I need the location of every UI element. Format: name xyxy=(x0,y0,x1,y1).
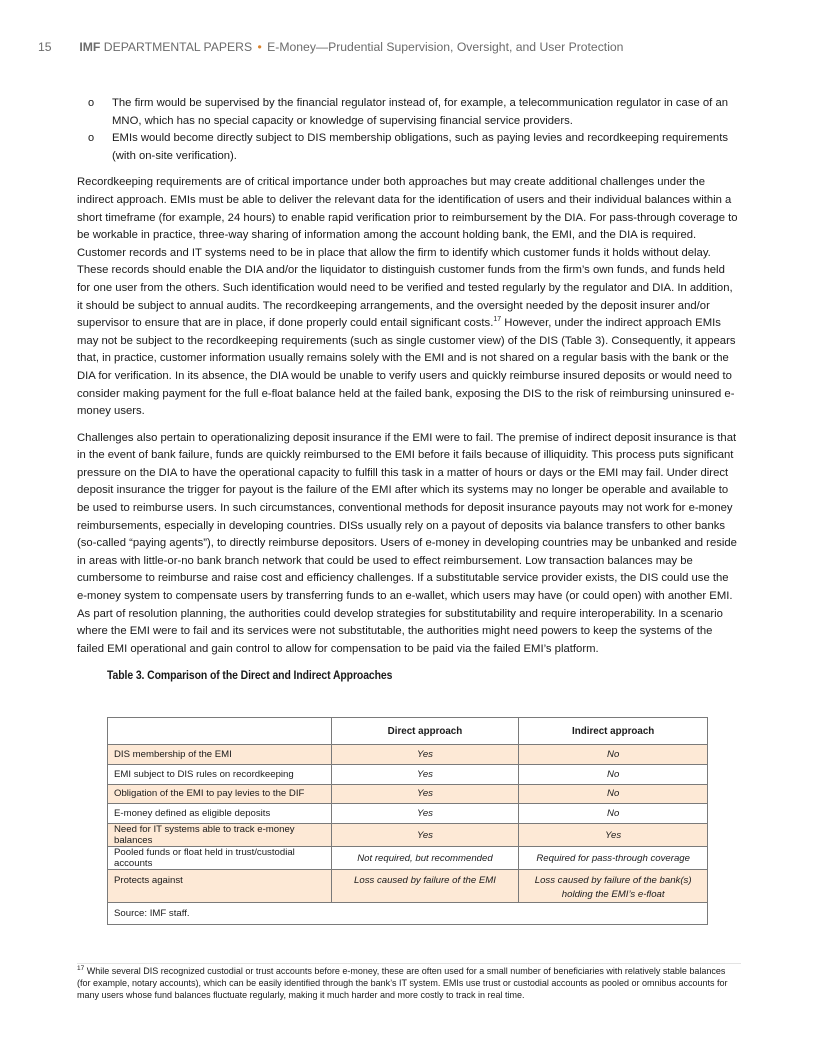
paragraph-operational-challenges: Challenges also pertain to operationalizing deposit insurance if the EMI were to fail. The premise of indirect deposit insurance is that in the event of bank failure, funds are quickly reimbursed to the EMI before it fails because of illiquidity. This process puts significant pressure on the DIA to have the operational capacity to fulfill this task in a matter of hours or days or the EMI may fail. Under direct deposit insurance the trigger for payout is the failure of the EMI after which its systems may no longer be operable and available to be used to reimburse users. In such circumstances, conventional methods for deposit insurance payouts may not work for e-money reimbursements, especially in developing countries. DISs usually rely on a payout of deposits via balance transfers to other banks (so-called “paying agents”), to directly reimburse depositors. Users of e-money in developing countries may be unbanked and reside in areas with little-or-no bank branch network that could be used to effect reimbursement. Low transaction balances may be cumbersome to reimburse and raise cost and efficiency challenges. If a substitutable service provider exists, the DIS could use the e-money system to compensate users by transferring funds to an e-wallet, which users may have (or could open) with another EMI. As part of resolution planning, the authorities could develop strategies for substitutability and require interoperability. In a scenario where the EMI were to fail and its services were not substitutable, the authorities might need powers to keep the systems of the failed EMI operational and gain control to allow for compensation to be paid via the failed EMI’s platform. xyxy=(77,431,737,655)
indirect-value: Loss caused by failure of the bank(s) holding the EMI’s e-float xyxy=(519,870,708,903)
footnote-text: While several DIS recognized custodial or trust accounts before e-money, these are often used for a small number of beneficiaries with relatively stable balances (for example, notary accounts), which can be easily identified through the bank’s IT system. EMIs use trust or custodial accounts as pooled or omnibus accounts for many users whose fund balances fluctuate regularly, making it much harder and more costly to track in real time. xyxy=(77,966,728,1001)
footnote-reference[interactable]: 17 xyxy=(493,316,502,324)
paragraph-text: However, under the indirect approach EMIs may not be subject to the recordkeeping requirements (such as single customer view) of the DIS (Table 3). Consequently, it appears that, in practice, customer information usually remains solely with the EMI and is not shared on a regular basis with the bank or the DIA for verification. In its absence, the DIA would be unable to verify users and quickly reimburse insured deposits or would need to consider making payment for the full e-float balance held at the failed bank, exposing the DIS to the risk of reimbursing uninsured e-money users. xyxy=(77,317,736,418)
direct-value: Loss caused by failure of the EMI xyxy=(331,870,519,903)
table-row xyxy=(108,745,708,765)
document-title: E-Money—Prudential Supervision, Oversight, and User Protection xyxy=(267,40,624,54)
bullet-list xyxy=(88,95,741,165)
header-cell-direct: Direct approach xyxy=(331,718,519,745)
table-header-row xyxy=(108,718,708,745)
header-separator: • xyxy=(257,40,262,54)
table-row xyxy=(108,824,708,847)
footnote-divider xyxy=(77,963,741,964)
footnote-number: 17 xyxy=(77,965,85,972)
paragraph-text: Recordkeeping requirements are of critical importance under both approaches but may create additional challenges under the indirect approach. EMIs must be able to deliver the relevant data for the identification of users and their individual balances within a short timeframe (for example, 24 hours) to enable rapid verification prior to reimbursement by the DIA. For pass-through coverage to be workable in practice, three-way sharing of information among the account holding bank, the EMI, and the DIA is required. Customer records and IT systems need to be in place that allow the firm to identify which customer funds it holds without delay. These records should enable the DIA and/or the liquidator to distinguish customer funds from the firm’s own funds, and funds held for one user from the others. Such identification would need to be verified and tested regularly by the regulator and DIA. In addition, it should be subject to annual audits. The recordkeeping arrangements, and the oversight needed by the deposit insurer and/or supervisor to ensure that are in place, if done properly could entail significant costs. xyxy=(77,176,738,330)
row-label: EMI subject to DIS rules on recordkeeping xyxy=(108,764,332,784)
row-label: Obligation of the EMI to pay levies to the DIF xyxy=(108,784,332,804)
bullet-marker: o xyxy=(88,97,95,109)
row-label: Protects against xyxy=(108,870,332,903)
table-source-row xyxy=(108,903,708,925)
direct-value: Not required, but recommended xyxy=(331,847,519,870)
direct-value: Yes xyxy=(331,745,519,765)
direct-value: Yes xyxy=(331,824,519,847)
series-name: DEPARTMENTAL PAPERS xyxy=(103,40,253,54)
indirect-value: No xyxy=(519,764,708,784)
indirect-value: Required for pass-through coverage xyxy=(519,847,708,870)
main-content xyxy=(77,95,741,682)
direct-value: Yes xyxy=(331,764,519,784)
direct-value: Yes xyxy=(331,784,519,804)
indirect-value: Yes xyxy=(519,824,708,847)
table-row xyxy=(108,784,708,804)
bullet-text: The firm would be supervised by the financial regulator instead of, for example, a telecommunication regulator in case of an MNO, which has no special capacity or knowledge of supervising financial service providers. xyxy=(112,97,729,127)
list-item xyxy=(88,130,741,165)
table-title: Table 3. Comparison of the Direct and Indirect Approaches xyxy=(107,669,393,683)
row-label: E-money defined as eligible deposits xyxy=(108,804,332,824)
table-row xyxy=(108,764,708,784)
row-label: Need for IT systems able to track e-money balances xyxy=(108,824,332,847)
paragraph-recordkeeping xyxy=(77,174,741,420)
table-row xyxy=(108,847,708,870)
bullet-text: EMIs would become directly subject to DIS membership obligations, such as paying levies and recordkeeping requirements (with on-site verification). xyxy=(112,132,728,162)
table-row xyxy=(108,804,708,824)
header-cell-empty xyxy=(108,718,332,745)
table-source: Source: IMF staff. xyxy=(108,903,708,925)
bullet-marker: o xyxy=(88,132,95,145)
row-label: DIS membership of the EMI xyxy=(108,745,332,765)
indirect-value: No xyxy=(519,784,708,804)
indirect-value: No xyxy=(519,804,708,824)
header-cell-indirect: Indirect approach xyxy=(519,718,708,745)
row-label: Pooled funds or float held in trust/custodial accounts xyxy=(108,847,332,870)
series-name-bold: IMF xyxy=(79,40,101,54)
footnote xyxy=(77,965,741,1002)
table-row xyxy=(108,870,708,903)
indirect-value: No xyxy=(519,745,708,765)
direct-value: Yes xyxy=(331,804,519,824)
page-number: 15 xyxy=(38,40,52,54)
list-item xyxy=(88,95,741,130)
running-header xyxy=(38,40,623,54)
comparison-table xyxy=(107,717,708,925)
